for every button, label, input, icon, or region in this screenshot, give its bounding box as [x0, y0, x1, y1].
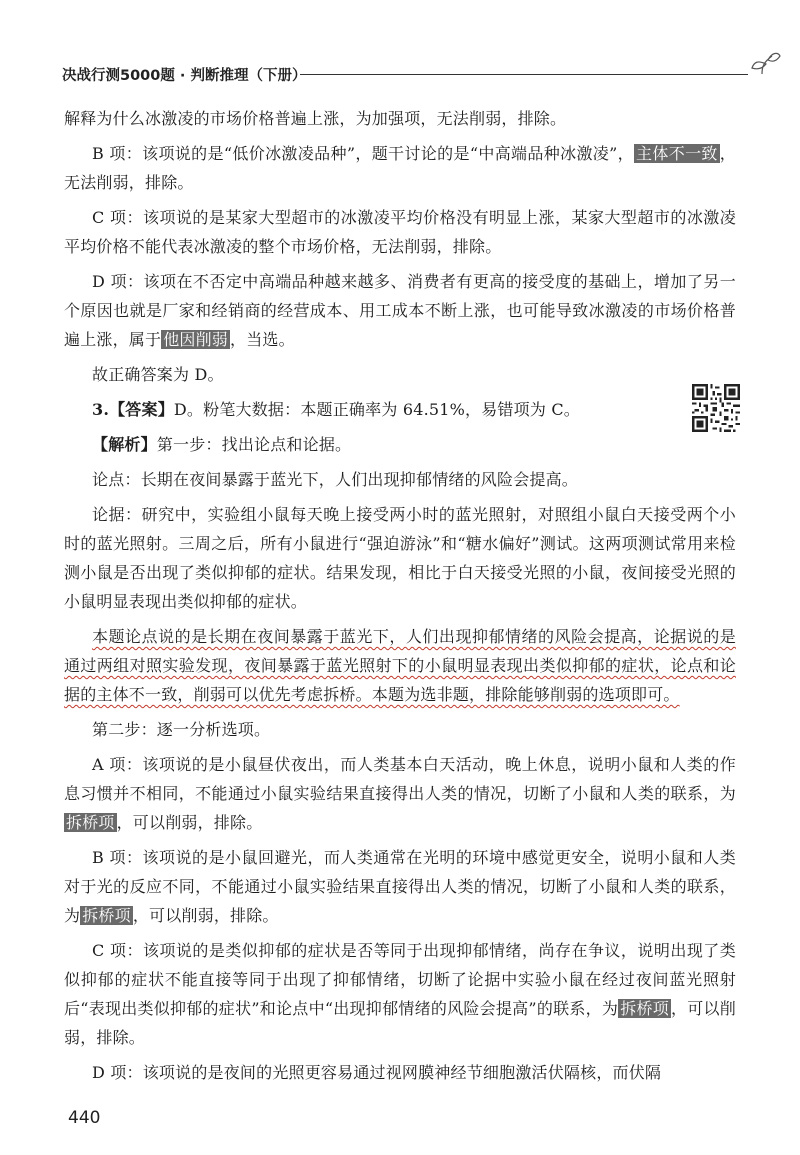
header-rule: [300, 74, 748, 75]
page-header: [62, 60, 782, 90]
highlight-term: 拆桥项: [620, 999, 669, 1018]
paragraph: 故正确答案为 D。: [92, 365, 224, 384]
page-body: [64, 104, 736, 1093]
book-title: 决战行测5000题 · 判断推理（下册）: [62, 68, 307, 84]
answer-line: [64, 395, 736, 424]
analysis-line: [64, 430, 736, 459]
paragraph: [64, 622, 736, 709]
highlight-term: 他因削弱: [163, 330, 229, 349]
text: A 项：该项说的是小鼠昼伏夜出，而人类基本白天活动，晚上休息，说明小鼠和人类的作息习惯并不相同，不能通过小鼠实验结果直接得出人类的情况，切断了小鼠和人类的联系，为: [64, 755, 736, 803]
paragraph: [64, 267, 736, 354]
underlined-text: 本题论点说的是长期在夜间暴露于蓝光下，人们出现抑郁情绪的风险会提高，论据说的是通过两组对照实验发现，夜间暴露于蓝光照射下的小鼠明显表现出类似抑郁的症状，论点和论据的主体不一致，削弱可以优先考虑拆桥。本题为选非题，排除能够削弱的选项即可。: [64, 627, 736, 704]
paragraph: C 项：该项说的是某家大型超市的冰激凌平均价格没有明显上涨，某家大型超市的冰激凌平均价格不能代表冰激凌的整个市场价格，无法削弱，排除。: [64, 208, 736, 256]
paragraph: [64, 843, 736, 930]
text: ，当选。: [230, 330, 295, 349]
page-number: 440: [68, 1108, 101, 1128]
text: ，可以削弱，排除。: [64, 999, 736, 1047]
paragraph: 论据：研究中，实验组小鼠每天晚上接受两小时的蓝光照射，对照组小鼠白天接受两个小时的蓝光照射。三周之后，所有小鼠进行“强迫游泳”和“糖水偏好”测试。这两项测试常用来检测小鼠是否出现了类似抑郁的症状。结果发现，相比于白天接受光照的小鼠，夜间接受光照的小鼠明显表现出类似抑郁的症状。: [64, 505, 736, 611]
text: ，可以削弱，排除。: [116, 813, 263, 832]
text: D 项：该项在不否定中高端品种越来越多、消费者有更高的接受度的基础上，增加了另一个原因也就是厂家和经销商的经营成本、用工成本不断上涨，也可能导致冰激凌的市场价格普遍上涨，属于: [64, 272, 736, 349]
paragraph: 解释为什么冰激凌的市场价格普遍上涨，为加强项，无法削弱，排除。: [64, 109, 567, 128]
analysis-label: 【解析】: [92, 435, 157, 454]
paragraph: [64, 936, 736, 1052]
qr-code-icon: [692, 384, 740, 432]
highlight-term: 主体不一致: [636, 144, 718, 163]
paragraph: 论点：长期在夜间暴露于蓝光下，人们出现抑郁情绪的风险会提高。: [92, 470, 579, 489]
text: ，无法削弱，排除。: [64, 144, 736, 192]
highlight-term: 拆桥项: [66, 813, 115, 832]
highlight-term: 拆桥项: [82, 906, 131, 925]
text: ，可以削弱，排除。: [132, 906, 279, 925]
paragraph: D 项：该项说的是夜间的光照更容易通过视网膜神经节细胞激活伏隔核，而伏隔: [92, 1063, 662, 1082]
text: B 项：该项说的是“低价冰激凌品种”，题干讨论的是“中高端品种冰激凌”，: [92, 144, 635, 163]
paragraph: [64, 750, 736, 837]
paragraph: [64, 139, 736, 197]
text: 第一步：找出论点和论据。: [156, 435, 352, 454]
paragraph: 第二步：逐一分析选项。: [92, 720, 271, 739]
text: B 项：该项说的是小鼠回避光，而人类通常在光明的环境中感觉更安全，说明小鼠和人类对于光的反应不同，不能通过小鼠实验结果直接得出人类的情况，切断了小鼠和人类的联系，为: [64, 848, 736, 925]
text: C 项：该项说的是类似抑郁的症状是否等同于出现抑郁情绪，尚存在争议，说明出现了类似抑郁的症状不能直接等同于出现了抑郁情绪，切断了论据中实验小鼠在经过夜间蓝光照射后“表现出类似抑郁的症状”和论点中“出现抑郁情绪的风险会提高”的联系，为: [64, 941, 736, 1018]
text: D。粉笔大数据：本题正确率为 64.51%，易错项为 C。: [173, 400, 580, 419]
sprout-leaf-icon: [742, 44, 782, 84]
answer-label: 3.【答案】: [92, 400, 174, 419]
